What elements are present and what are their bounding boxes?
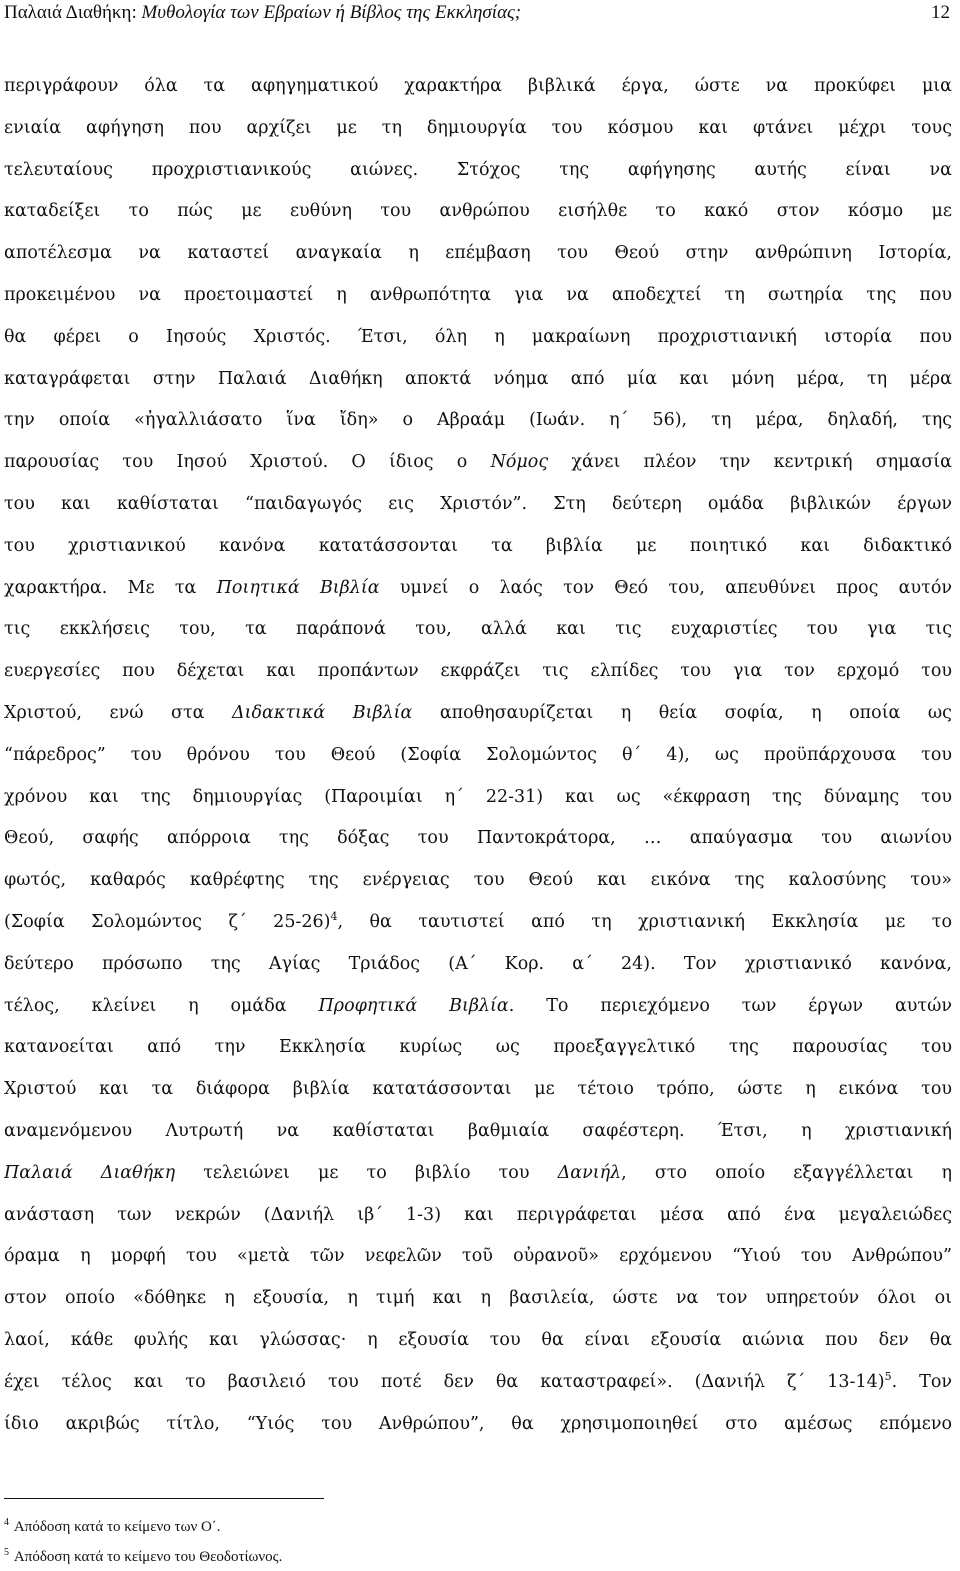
text-line: προκειμένου να προετοιμαστεί η ανθρωπότητα για να αποδεχτεί τη σωτηρία της που xyxy=(4,284,952,305)
text-line: χαρακτήρα. Με τα Ποιητικά Βιβλία υμνεί ο λαός τον Θεό του, απευθύνει προς αυτόν xyxy=(4,577,952,598)
text-line: έχει τέλος και το βασιλειό του ποτέ δεν θα καταστραφεί». (Δανιήλ ζ΄ 13-14)$^5$. Τον xyxy=(4,1369,952,1392)
italic-term: Νόμος xyxy=(490,452,549,473)
footnote-mark: 4 xyxy=(4,1517,9,1528)
footnote-text: Απόδοση κατά το κείμενο των Ο΄. xyxy=(11,1519,221,1535)
text-line: ανάσταση των νεκρών (Δανιήλ ιβ΄ 1-3) και περιγράφεται μέσα από ένα μεγαλειώδες xyxy=(4,1204,952,1225)
italic-term: Ποιητικά Βιβλία xyxy=(216,577,380,598)
text-line: αποτέλεσμα να καταστεί αναγκαία η επέμβαση του Θεού στην ανθρώπινη Ιστορία, xyxy=(4,243,952,264)
text-line: Χριστού και τα διάφορα βιβλία κατατάσσονται με τέτοιο τρόπο, ώστε η εικόνα του xyxy=(4,1079,952,1100)
footnote xyxy=(4,1540,944,1570)
body-text xyxy=(4,66,952,1445)
running-title-italic: Μυθολογία των Εβραίων ή Βίβλος της Εκκλησίας; xyxy=(141,2,522,23)
text-line: παρουσίας του Ιησού Χριστού. Ο ίδιος ο Νόμος χάνει πλέον την κεντρική σημασία xyxy=(4,452,952,473)
text-line: τέλος, κλείνει η ομάδα Προφητικά Βιβλία. Το περιεχόμενο των έργων αυτών xyxy=(4,995,952,1016)
italic-term: Δανιήλ xyxy=(557,1162,622,1183)
text-line: Παλαιά Διαθήκη τελειώνει με το βιβλίο του Δανιήλ, στο οποίο εξαγγέλλεται η xyxy=(4,1162,952,1183)
footnotes xyxy=(4,1510,944,1570)
text-line: του και καθίσταται “παιδαγωγός εις Χριστόν”. Στη δεύτερη ομάδα βιβλικών έργων xyxy=(4,493,952,514)
footnote-ref[interactable]: 5 xyxy=(884,1369,892,1383)
page-header xyxy=(0,0,960,34)
running-title xyxy=(4,2,521,24)
text-line: θα φέρει ο Ιησούς Χριστός. Έτσι, όλη η μακραίωνη προχριστιανική ιστορία που xyxy=(4,326,952,347)
text-line: λαοί, κάθε φυλής και γλώσσας· η εξουσία του θα είναι εξουσία αιώνια που δεν θα xyxy=(4,1329,952,1350)
text-line: του χριστιανικού κανόνα κατατάσσονται τα βιβλία με ποιητικό και διδακτικό xyxy=(4,535,952,556)
text-line: δεύτερο πρόσωπο της Αγίας Τριάδος (Α΄ Κορ. α΄ 24). Τον χριστιανικό κανόνα, xyxy=(4,953,952,974)
text-line: κατανοείται από την Εκκλησία κυρίως ως προεξαγγελτικό της παρουσίας του xyxy=(4,1037,952,1058)
text-line: ευεργεσίες που δέχεται και προπάντων εκφράζει τις ελπίδες του για τον ερχομό του xyxy=(4,661,952,682)
text-line: Θεού, σαφής απόρροια της δόξας του Παντοκράτορα, … απαύγασμα του αιωνίου xyxy=(4,828,952,849)
text-line: Χριστού, ενώ στα Διδακτικά Βιβλία αποθησαυρίζεται η θεία σοφία, η οποία ως xyxy=(4,702,952,723)
italic-term: Προφητικά Βιβλία xyxy=(318,995,509,1016)
text-line: όραμα η μορφή του «μετὰ τῶν νεφελῶν τοῦ οὐρανοῦ» ερχόμενου “Υιού του Ανθρώπου” xyxy=(4,1246,952,1267)
italic-term: Διδακτικά Βιβλία xyxy=(232,702,413,723)
text-line: φωτός, καθαρός καθρέφτης της ενέργειας του Θεού και εικόνα της καλοσύνης του» xyxy=(4,870,952,891)
text-line: τελευταίους προχριστιανικούς αιώνες. Στόχος της αφήγησης αυτής είναι να xyxy=(4,159,952,180)
text-line: ίδιο ακριβώς τίτλο, “Υιός του Ανθρώπου”, θα χρησιμοποιηθεί στο αμέσως επόμενο xyxy=(4,1413,952,1434)
text-line: καταγράφεται στην Παλαιά Διαθήκη αποκτά νόημα από μία και μόνη μέρα, τη μέρα xyxy=(4,368,952,389)
text-line: περιγράφουν όλα τα αφηγηματικού χαρακτήρα βιβλικά έργα, ώστε να προκύφει μια xyxy=(4,76,952,96)
text-line: καταδείξει το πώς με ευθύνη του ανθρώπου εισήλθε το κακό στον κόσμο με xyxy=(4,201,952,222)
text-line: στον οποίο «δόθηκε η εξουσία, η τιμή και η βασιλεία, ώστε να τον υπηρετούν όλοι οι xyxy=(4,1288,952,1309)
text-line: χρόνου και της δημιουργίας (Παροιμίαι η΄ 22-31) και ως «έκφραση της δύναμης του xyxy=(4,786,952,807)
page-number: 12 xyxy=(931,2,950,23)
footnote-text: Απόδοση κατά το κείμενο του Θεοδοτίωνος. xyxy=(11,1549,283,1565)
text-line: “πάρεδρος” του θρόνου του Θεού (Σοφία Σολομώντος θ΄ 4), ως προϋπάρχουσα του xyxy=(4,744,952,765)
running-title-plain: Παλαιά Διαθήκη: xyxy=(4,2,142,23)
text-line: ενιαία αφήγηση που αρχίζει με τη δημιουργία του κόσμου και φτάνει μέχρι τους xyxy=(4,117,952,138)
footnote-ref[interactable]: 4 xyxy=(330,910,338,924)
text-line: τις εκκλήσεις του, τα παράπονά του, αλλά και τις ευχαριστίες του για τις xyxy=(4,619,952,640)
footnote-mark: 5 xyxy=(4,1547,9,1558)
footnote xyxy=(4,1510,944,1540)
footnote-divider xyxy=(4,1498,324,1499)
text-line: την οποία «ἠγαλλιάσατο ἵνα ἴδη» ο Αβραάμ (Ιωάν. η΄ 56), τη μέρα, δηλαδή, της xyxy=(4,410,952,431)
text-line: (Σοφία Σολομώντος ζ΄ 25-26)$^4$, θα ταυτιστεί από τη χριστιανική Εκκλησία με το xyxy=(4,910,952,932)
italic-term: Παλαιά Διαθήκη xyxy=(4,1162,176,1183)
text-line: αναμενόμενου Λυτρωτή να καθίσταται βαθμιαία σαφέστερη. Έτσι, η χριστιανική xyxy=(4,1120,952,1141)
